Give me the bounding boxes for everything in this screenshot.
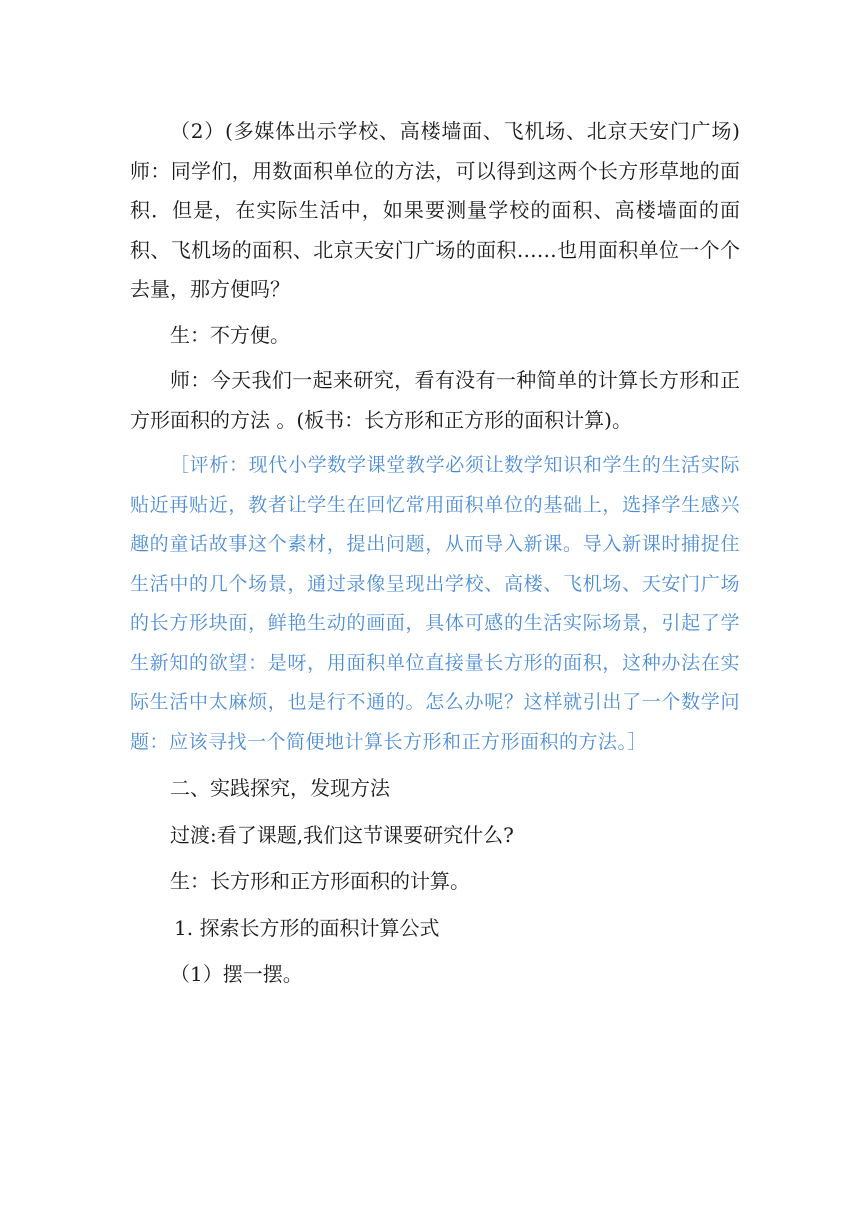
document-body: [130, 112, 740, 995]
sub-item-heading: （1）摆一摆。: [170, 962, 303, 986]
commentary-paragraph: ［评析：现代小学数学课堂教学必须让数学知识和学生的生活实际贴近再贴近，教者让学生在回忆常用面积单位的基础上，选择学生感兴趣的童话故事这个素材，提出问题，从而导入新课。导入新课时捕捉住生活中的几个场景，通过录像呈现出学校、高楼、飞机场、天安门广场的长方形块面，鲜艳生动的画面，具体可感的生活实际场景，引起了学生新知的欲望：是呀，用面积单位直接量长方形的面积，这种办法在实际生活中太麻烦，也是行不通的。怎么办呢？这样就引出了一个数学问题：应该寻找一个简便地计算长方形和正方形面积的方法。］: [130, 454, 740, 753]
paragraph-teacher-intro: 师：今天我们一起来研究，看有没有一种简单的计算长方形和正方形面积的方法 。(板书：长方形和正方形的面积计算)。: [130, 368, 740, 432]
subsection-heading: 1. 探索长方形的面积计算公式: [174, 915, 440, 940]
paragraph-transition: 过渡:看了课题,我们这节课要研究什么?: [170, 822, 514, 847]
paragraph-student-answer: 生：长方形和正方形面积的计算。: [170, 869, 470, 893]
paragraph-student-reply: 生：不方便。: [170, 322, 290, 347]
section-heading: 二、实践探究，发现方法: [170, 776, 390, 800]
paragraph-multimedia-question: （2）(多媒体出示学校、高楼墙面、飞机场、北京天安门广场) 师：同学们，用数面积单位的方法，可以得到这两个长方形草地的面积．但是，在实际生活中，如果要测量学校的面积、高楼墙面的面积、飞机场的面积、北京天安门广场的面积……也用面积单位一个个去量，那方便吗？: [130, 119, 740, 301]
